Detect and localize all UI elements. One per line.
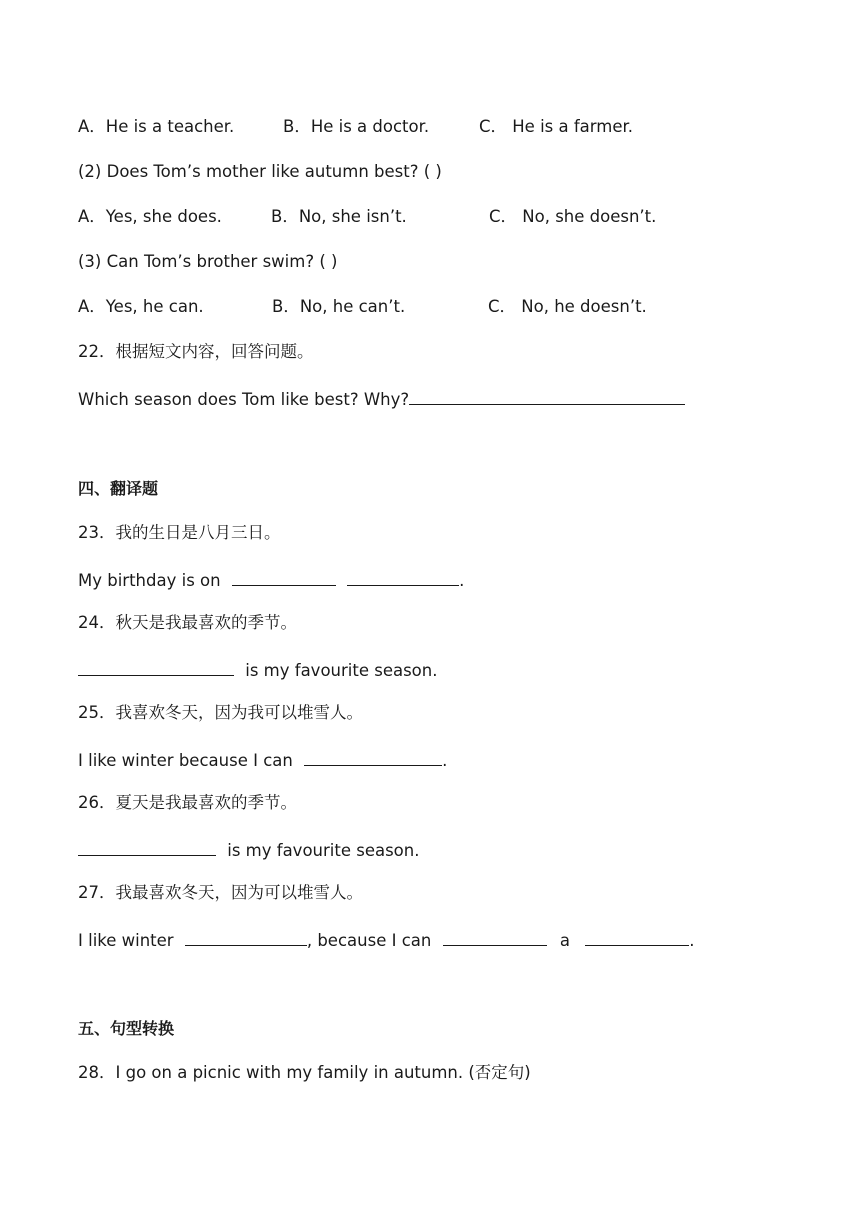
section4-heading: 四、翻译题 (78, 479, 159, 498)
q26-prompt: 26．夏天是我最喜欢的季节。 (78, 793, 297, 812)
q23-blank-2[interactable] (347, 567, 459, 586)
q21-sub3-option-a: A．Yes, he can. (78, 297, 204, 316)
q25-end: . (442, 751, 448, 770)
q25-blank[interactable] (304, 747, 442, 766)
q21-sub2-option-b: B．No, she isn’t. (271, 207, 407, 226)
q27-blank-1[interactable] (185, 927, 307, 946)
q26-answer-row (78, 837, 419, 862)
q24-after: is my favourite season. (245, 661, 438, 680)
q21-sub1-option-a: A．He is a teacher. (78, 117, 235, 136)
q27-answer-row (78, 927, 694, 952)
q21-sub3-option-b: B．No, he can’t. (272, 297, 406, 316)
section5-heading: 五、句型转换 (78, 1019, 175, 1038)
q21-sub3-question: (3) Can Tom’s brother swim? ( ) (78, 252, 338, 271)
q25-prompt: 25．我喜欢冬天，因为我可以堆雪人。 (78, 703, 363, 722)
q27-blank-2[interactable] (443, 927, 547, 946)
q22-question: Which season does Tom like best? Why? (78, 390, 410, 409)
q21-sub2-option-a: A．Yes, she does. (78, 207, 222, 226)
q21-sub1-option-c: C． He is a farmer. (479, 117, 634, 136)
q22-answer-blank[interactable] (409, 386, 685, 405)
q21-sub3-option-c: C． No, he doesn’t. (488, 297, 647, 316)
q23-end: . (459, 571, 465, 590)
q23-before: My birthday is on (78, 571, 221, 590)
q27-end: . (689, 931, 695, 950)
q24-prompt: 24．秋天是我最喜欢的季节。 (78, 613, 297, 632)
q26-after: is my favourite season. (227, 841, 420, 860)
q27-before: I like winter (78, 931, 174, 950)
q22-prompt: 22．根据短文内容，回答问题。 (78, 342, 314, 361)
q23-blank-1[interactable] (232, 567, 336, 586)
q27-mid2: a (559, 931, 570, 950)
q24-answer-row (78, 657, 437, 682)
q27-prompt: 27．我最喜欢冬天，因为可以堆雪人。 (78, 883, 363, 902)
q24-blank[interactable] (78, 657, 234, 676)
q25-answer-row (78, 747, 447, 772)
q23-prompt: 23．我的生日是八月三日。 (78, 523, 281, 542)
q21-sub2-question: (2) Does Tom’s mother like autumn best? ( ) (78, 162, 442, 181)
q21-sub1-option-b: B．He is a doctor. (283, 117, 430, 136)
q27-blank-3[interactable] (585, 927, 689, 946)
q27-mid1: , because I can (306, 931, 432, 950)
q28-prompt: 28．I go on a picnic with my family in autumn. (否定句) (78, 1063, 531, 1082)
q22-question-row (78, 386, 687, 411)
q21-sub2-option-c: C． No, she doesn’t. (489, 207, 657, 226)
q25-before: I like winter because I can (78, 751, 293, 770)
q26-blank[interactable] (78, 837, 216, 856)
q23-answer-row (78, 567, 464, 592)
